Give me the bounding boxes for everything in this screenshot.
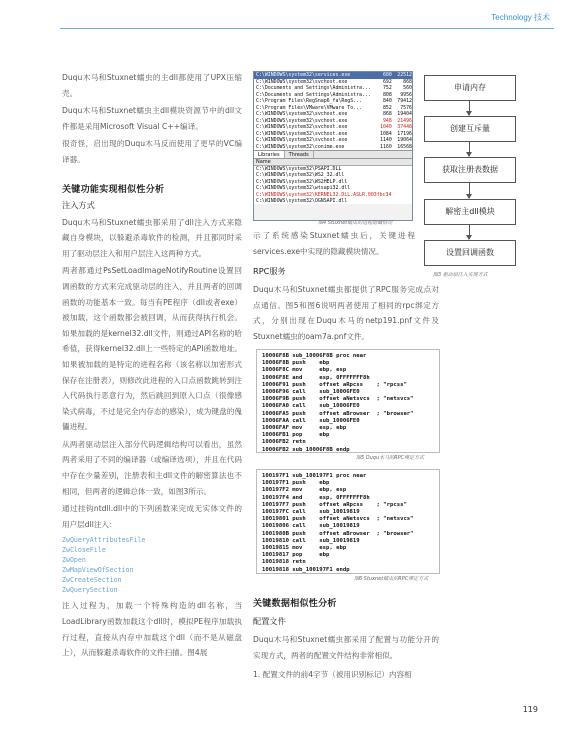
process-path: C:\WINDOWS\system32\svchost.exe <box>256 117 348 124</box>
section1-tail-paragraph: 注入过程为，加载一个特殊构造的dll名称，当LoadLibrary函数加载这个dll时，模拟PE程序加载执行过程，直接从内存中加载这个dll（而不是从磁盘上），从而躲避杀毒软件的文件扫描。图4展 <box>62 601 242 658</box>
intro-paragraph-3: 很奇怪，启出现的Duqu木马反而使用了更早的VC编译器。 <box>62 139 242 164</box>
process-pid: 868 <box>382 111 392 117</box>
module-row: C:\WINDOWS\system32\OGNSAPI.dll <box>256 197 348 204</box>
process-memory: 7576 <box>400 104 412 111</box>
module-row: C:\WINDOWS\system32\wtsapi32.dll <box>256 185 351 192</box>
process-path: C:\Program Files\VMware\VMware To... <box>256 104 362 111</box>
section1-paragraph-3: 从两者驱动层注入部分代码逻辑结构可以看出，虽然两者采用了不同的编译器（或编译选项），并且在代码中存在少量差别，注册表和主dll文件的解密算法也不相同，但两者的逻辑总体一致，如图3所示。 <box>62 439 242 496</box>
paragraph-after-fig4: 示了系统感染Stuxnet蠕虫后，关键进程services.exe中实现的隐藏模块情况。 <box>253 231 415 256</box>
rpc-heading: RPC服务 <box>253 266 286 276</box>
section1-heading: 关键功能实现相似性分析 <box>62 184 165 195</box>
module-list <box>254 166 412 204</box>
process-path: C:\WINDOWS\system32\conime.exe <box>256 143 345 150</box>
process-path: C:\WINDOWS\system32\svchost.exe <box>256 78 348 85</box>
module-row: C:\WINDOWS\system32\PSAPI.DLL <box>256 166 342 172</box>
hook-function: ZwMapViewOfSection <box>62 566 134 575</box>
process-pid: 808 <box>382 91 392 98</box>
flow-arrow <box>469 183 470 198</box>
section2-body <box>253 632 439 683</box>
process-path: C:\WINDOWS\system32\svchost.exe <box>256 130 348 137</box>
section2-paragraph-1: Duqu木马和Stuxnet蠕虫都采用了配置与功能分开的实现方式，两者的配置文件结构非常相似。 <box>253 635 439 660</box>
duqu-rpc-disassembly: 10006F8B sub_10006F8B proc near 10006F8B push ebp 10006F8C mov ebp, esp 10006F8E and esp, 0FFFFFFF8h 10006F91 push offset aRpcss ; "rpcss" 10006F96 call sub_10006FE0 10006F9B push offset aNetsvcs ; "netsvcs" 10006FA0 call sub_10006FE0 10006FA5 push offset aBrowser ; "browser" 10006FAA call sub_10006FE0 10006FAF mov esp, ebp 10006FB1 pop ebp 10006FB2 retn 10006FB2 sub_10006F8B endp <box>256 349 440 453</box>
flow-arrow <box>469 142 470 156</box>
process-row <box>254 144 412 151</box>
module-name-header: Name <box>254 159 412 166</box>
process-memory: 17196 <box>397 130 412 137</box>
process-path: C:\Documents and Settings\Administra... <box>256 91 371 98</box>
figure3-caption: 图3 驱动层注入实现方式 <box>433 272 488 278</box>
left-column <box>62 70 242 661</box>
module-row: C:\WINDOWS\system32\KERNEL32.DLL.ASLR.003fbc34 <box>256 191 392 198</box>
flow-step-4: 解密主dll模块 <box>424 199 516 225</box>
tab-libraries: Libraries <box>254 151 285 158</box>
hook-function: ZwCloseFile <box>62 546 106 555</box>
process-tabs <box>254 150 412 159</box>
figure6-caption: 图6 Stuxnet蠕虫的RPC绑定方式 <box>354 576 429 582</box>
process-memory: 868 <box>403 78 412 85</box>
process-path: C:\WINDOWS\system32\services.exe <box>256 72 351 78</box>
flow-step-2: 创建互斥量 <box>424 116 516 142</box>
tab-threads: Threads <box>285 151 314 158</box>
process-memory: 79412 <box>397 98 412 104</box>
flow-arrow <box>469 101 470 115</box>
process-memory: 21496 <box>397 117 412 124</box>
process-memory: 19404 <box>397 111 412 117</box>
process-memory: 16568 <box>397 143 412 150</box>
process-path: C:\WINDOWS\system32\svchost.exe <box>256 124 348 130</box>
section1-subheading: 注入方式 <box>62 199 95 210</box>
process-pid: 1040 <box>380 124 392 130</box>
process-memory: 560 <box>403 85 412 91</box>
flow-step-3: 获取注册表数据 <box>424 157 516 183</box>
module-row: C:\WINDOWS\system32\WS2_32.dll <box>256 172 345 179</box>
header-label: Technology 技术 <box>491 13 550 22</box>
process-pid: 1160 <box>380 143 392 150</box>
page-number: 119 <box>522 705 538 714</box>
figure5-caption: 图5 Duqu木马的RPC绑定方式 <box>356 455 425 461</box>
process-path: C:\WINDOWS\system32\svchost.exe <box>256 111 348 117</box>
process-list <box>254 72 412 150</box>
process-pid: 692 <box>382 78 392 85</box>
process-memory: 19064 <box>397 137 412 143</box>
process-memory: 22512 <box>397 72 412 78</box>
flow-step-5: 设置回调函数 <box>424 240 516 266</box>
section2-subheading: 配置文件 <box>253 616 286 626</box>
process-memory: 37448 <box>397 124 412 130</box>
section2-heading: 关键数据相似性分析 <box>253 599 337 609</box>
process-pid: 1084 <box>380 130 392 137</box>
figure4-caption: 图4 Stuxnet蠕虫的进程隐藏情况 <box>318 220 393 226</box>
process-explorer-screenshot <box>253 71 413 221</box>
process-path: C:\WINDOWS\system32\svchost.exe <box>256 137 348 143</box>
process-pid: 1140 <box>380 137 392 143</box>
flow-step-1: 申请内存 <box>424 75 516 101</box>
process-pid: 752 <box>382 85 392 91</box>
process-pid: 852 <box>382 104 392 111</box>
section1-paragraph-4: 通过挂钩ntdll.dll中的下列函数来完成无实体文件的用户层dll注入： <box>62 504 242 529</box>
process-memory: 9956 <box>400 91 412 98</box>
module-row: C:\WINDOWS\system32\WS2HELP.dll <box>256 178 348 185</box>
flow-arrow <box>469 225 470 239</box>
process-path: C:\Documents and Settings\Administra... <box>256 85 371 91</box>
section1-paragraph-1: Duqu木马和Stuxnet蠕虫都采用了dll注入方式来隐藏自身模块，以躲避杀毒软件的检测，并且都同时采用了驱动层注入和用户层注入这两种方式。 <box>62 217 242 258</box>
header-rule <box>60 28 554 29</box>
hook-function: ZwOpen <box>62 556 86 565</box>
intro-paragraph-2: Duqu木马和Stuxnet蠕虫主dll模块资源节中的dll文件都是采用Microsoft Visual C++编译。 <box>62 106 242 131</box>
hook-function-list <box>62 535 242 595</box>
section2-paragraph-2: 1. 配置文件的前4字节（被用识别标记）内容相 <box>253 670 412 680</box>
rpc-paragraph: Duqu木马和Stuxnet蠕虫都提供了RPC服务完成点对点通信。图5和图6说明两者使用了相同的rpc绑定方式，分别出现在Duqu木马的netp191.pnf文件及Stuxnet蠕虫的oam7a.pnf文件。 <box>253 285 439 341</box>
process-pid: 948 <box>382 117 392 124</box>
hook-function: ZwQuerySection <box>62 586 118 595</box>
hook-function: ZwQueryAttributesFile <box>62 536 146 545</box>
process-pid: 840 <box>382 98 392 104</box>
stuxnet-rpc-disassembly: 100197F1 sub_100197F1 proc near 100197F1 push ebp 100197F2 mov ebp, esp 100197F4 and esp, 0FFFFFFF8h 100197F7 push offset aRpcss ; "rpcss" 100197FC call sub_10019819 10019801 push offset aNetsvcs ; "netsvcs" 10019806 call sub_10019819 1001980B push offset aBrowser ; "browser" 10019810 call sub_10019819 10019815 mov esp, ebp 10019817 pop ebp 10019818 retn 10019818 sub_100197F1 endp <box>256 469 440 574</box>
section1-paragraph-2: 两者都通过PsSetLoadImageNotifyRoutine设置回调函数的方式来完成驱动层的注入，并且两者的回调函数的功能基本一致。每当有PE程序（dll或者exe）被加载，这个函数都会被回调，从而获得执行机会。如果加载的是kernel32.dll文件，则通过API名称的哈希值，获得kernel32.dll上一些特定的API函数地址。如果被加载的是特定的进程名称（该名称以加密形式保存在注册表），则修改此进程的入口点函数跳转到注入代码执行恶意行为，然后跳回到原入口点（很像感染式病毒，不过是完全内存态的感染），成为键盘的傀儡进程。 <box>62 266 242 432</box>
process-pid: 600 <box>382 72 392 78</box>
intro-paragraph-1: Duqu木马和Stuxnet蠕虫的主dll都使用了UPX压缩壳。 <box>62 73 242 98</box>
process-path: C:\Program Files\RegSnap6_fa\RegS... <box>256 98 362 104</box>
hook-function: ZwCreateSection <box>62 576 122 585</box>
